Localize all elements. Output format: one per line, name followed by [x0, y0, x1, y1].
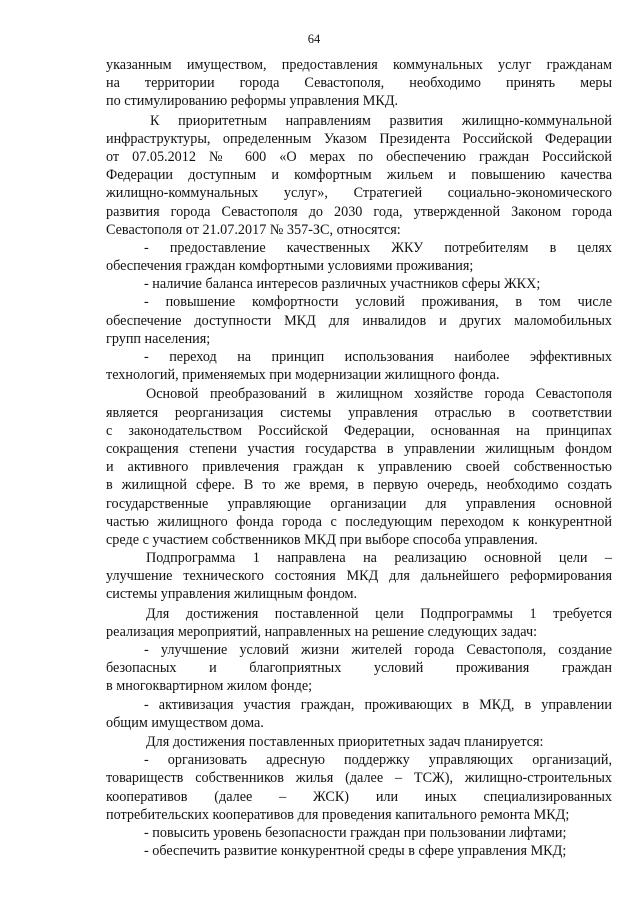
text-line: товариществ собственников жилья (далее – ТСЖ), жилищно-строительных [106, 770, 612, 787]
bullet-line: - повысить уровень безопасности граждан при пользовании лифтами; [144, 824, 567, 841]
text-line: среде с участием собственников МКД при выборе способа управления. [106, 531, 538, 548]
text-line: К приоритетным направлениям развития жилищно-коммунальной [150, 112, 612, 129]
text-line: обеспечение доступности МКД для инвалидов и других маломобильных [106, 312, 612, 329]
text-line: развития города Севастополя до 2030 года, утвержденной Законом города [106, 203, 612, 220]
text-line: Севастополя от 21.07.2017 № 357-ЗС, относятся: [106, 221, 401, 238]
document-body [106, 56, 612, 860]
bullet-line: - наличие баланса интересов различных участников сферы ЖКХ; [144, 276, 541, 293]
text-line: технологий, применяемых при модернизации жилищного фонда. [106, 367, 500, 384]
text-line: улучшение технического состояния МКД для дальнейшего реформирования [106, 568, 612, 585]
text-line: от 07.05.2012 № 600 «О мерах по обеспечению граждан Российской [106, 148, 612, 165]
bullet-line: - улучшение условий жизни жителей города Севастополя, создание [144, 642, 612, 658]
text-line: на территории города Севастополя, необходимо принять меры [106, 75, 612, 92]
text-line: потребительских кооперативов для проведения капитального ремонта МКД; [106, 806, 570, 823]
bullet-line: - переход на принцип использования наиболее эффективных [144, 349, 612, 365]
text-line: общим имуществом дома. [106, 714, 264, 731]
text-line: частью жилищного фонда города с последующим переходом к конкурентной [106, 513, 612, 530]
text-line: инфраструктуры, определенным Указом Президента Российской Федерации [106, 130, 612, 147]
text-line: реализация мероприятий, направленных на решение следующих задач: [106, 623, 538, 640]
bullet-line: - активизация участия граждан, проживающих в МКД, в управлении [144, 696, 612, 713]
text-line: государственные управляющие организации для управления основной [106, 495, 612, 512]
text-line: по стимулированию реформы управления МКД. [106, 93, 399, 110]
text-line: групп населения; [106, 330, 211, 347]
bullet-line: - предоставление качественных ЖКУ потребителям в целях [144, 239, 612, 256]
bullet-line: - организовать адресную поддержку управляющих организаций, [144, 752, 612, 769]
text-line: системы управления жилищным фондом. [106, 586, 358, 603]
bullet-line: - повышение комфортности условий проживания, в том числе [144, 294, 612, 311]
text-line: Основой преобразований в жилищном хозяйстве города Севастополя [146, 386, 612, 403]
text-line: Федерации доступным и комфортным жильем и повышению качества [106, 167, 612, 184]
text-line: кооперативов (далее – ЖСК) или иных специализированных [106, 788, 612, 805]
text-line: сокращения степени участия государства в управлении жилищным фондом [106, 440, 612, 457]
text-line: Подпрограмма 1 направлена на реализацию основной цели – [146, 550, 612, 567]
text-line: в многоквартирном жилом фонде; [106, 678, 313, 695]
text-line: обеспечения граждан комфортными условиями проживания; [106, 258, 474, 275]
text-line: является реорганизация системы управления отраслью в соответствии [106, 404, 612, 421]
bullet-line: - обеспечить развитие конкурентной среды в сфере управления МКД; [144, 843, 567, 860]
page-number: 64 [307, 32, 321, 46]
text-line: с законодательством Российской Федерации, основанная на принципах [106, 422, 612, 439]
text-line: безопасных и благоприятных условий проживания граждан [106, 660, 612, 677]
text-line: Для достижения поставленной цели Подпрограммы 1 требуется [146, 605, 612, 622]
text-line: и активного привлечения граждан к управлению своей собственностью [106, 459, 612, 476]
text-line: Для достижения поставленных приоритетных задач планируется: [146, 733, 544, 750]
text-line: жилищно-коммунальных услуг», Стратегией социально-экономического [106, 185, 612, 202]
text-line: указанным имуществом, предоставления коммунальных услуг гражданам [106, 57, 612, 73]
text-line: в жилищной сфере. В то же время, в первую очередь, необходимо создать [106, 477, 612, 494]
